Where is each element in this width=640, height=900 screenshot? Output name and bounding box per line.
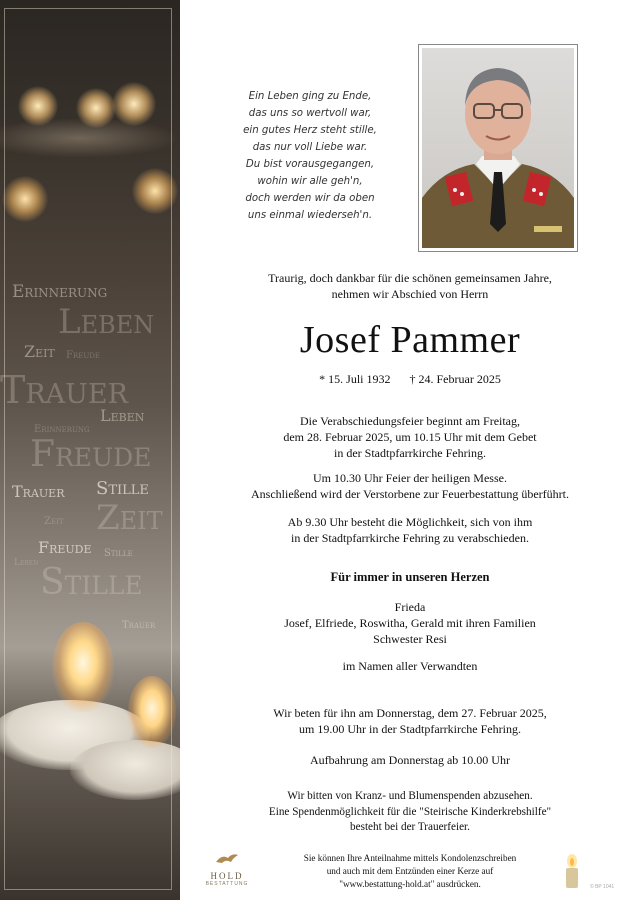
condolence-note: Sie können Ihre Anteilnahme mittels Kondolenzschreiben und auch mit dem Entzünden einer Kerze auf "www.bestattung-hold.at" ausdrücken. [303, 853, 517, 889]
mourners-list: Frieda Josef, Elfriede, Roswitha, Gerald mit ihren Familien Schwester Resi [284, 600, 536, 646]
poem-line: uns einmal wiederseh'n. [247, 210, 373, 221]
funeral-home-logo: HOLD BESTATTUNG [202, 852, 252, 887]
poem-line: Du bist vorausgegangen, [245, 159, 375, 170]
mourners-heading: Für immer in unseren Herzen [330, 570, 490, 584]
decor-word: Zeit [96, 498, 163, 538]
poem [190, 88, 430, 224]
poem-line: doch werden wir da oben [245, 193, 375, 204]
poem-line: das nur voll Liebe war. [252, 142, 368, 153]
memorial-candle-icon [564, 854, 580, 893]
panel-frame [4, 8, 172, 890]
decor-word: Leben [58, 302, 155, 342]
laying-out-line: Aufbahrung am Donnerstag ab 10.00 Uhr [310, 753, 510, 767]
intro-text: Traurig, doch dankbar für die schönen gemeinsamen Jahre, nehmen wir Abschied von Herrn [268, 271, 552, 301]
birth-date: * 15. Juli 1932 [319, 372, 391, 386]
mass-paragraph: Um 10.30 Uhr Feier der heiligen Messe. Anschließend wird der Verstorbene zur Feuerbestattung überführt. [250, 471, 569, 501]
decor-word: Trauer [0, 368, 128, 412]
decor-word: Stille [40, 562, 143, 603]
poem-line: wohin wir alle geh'n, [257, 176, 363, 187]
donation-paragraph: Wir bitten von Kranz- und Blumenspenden abzusehen. Eine Spendenmöglichkeit für die "Steirische Kinderkrebshilfe" besteht bei der Trauerfeier. [268, 790, 552, 833]
decor-word: Erinnerung [12, 282, 108, 302]
relatives-line: im Namen aller Verwandten [342, 659, 478, 673]
decor-word: Freude [30, 434, 152, 475]
decorative-candle-panel [0, 0, 180, 900]
decor-word: Stille [104, 548, 133, 559]
decor-word: Freude [38, 538, 92, 557]
ceremony-paragraph: Die Verabschiedungsfeier beginnt am Freitag, dem 28. Februar 2025, um 10.15 Uhr mit dem Gebet in der Stadtpfarrkirche Fehring. [283, 414, 537, 460]
poem-line: Ein Leben ging zu Ende, [248, 91, 372, 102]
decor-word: Zeit [44, 516, 64, 527]
poem-line: ein gutes Herz steht stille, [243, 125, 377, 136]
decor-word: Leben [14, 558, 39, 568]
deceased-name: Josef Pammer [299, 319, 521, 361]
print-code: © BP 1041 [590, 884, 615, 890]
death-date: † 24. Februar 2025 [409, 372, 501, 386]
obituary-content [180, 0, 640, 900]
poem-line: das uns so wertvoll war, [248, 108, 372, 119]
decor-word: Trauer [122, 620, 156, 631]
farewell-paragraph: Ab 9.30 Uhr besteht die Möglichkeit, sich von ihm in der Stadtpfarrkirche Fehring zu verabschieden. [287, 515, 533, 545]
decor-word: Erinnerung [34, 424, 90, 435]
decor-word: Zeit [24, 342, 55, 361]
portrait-photo [418, 44, 578, 252]
portrait-image [422, 48, 574, 248]
prayer-paragraph: Wir beten für ihn am Donnerstag, dem 27. Februar 2025, um 19.00 Uhr in der Stadtpfarrkirche Fehring. [273, 706, 547, 736]
life-dates [180, 372, 640, 387]
decor-word: Stille [96, 478, 149, 499]
decor-word: Leben [100, 406, 145, 425]
decor-word: Trauer [12, 482, 65, 501]
decor-word: Freude [66, 350, 100, 361]
